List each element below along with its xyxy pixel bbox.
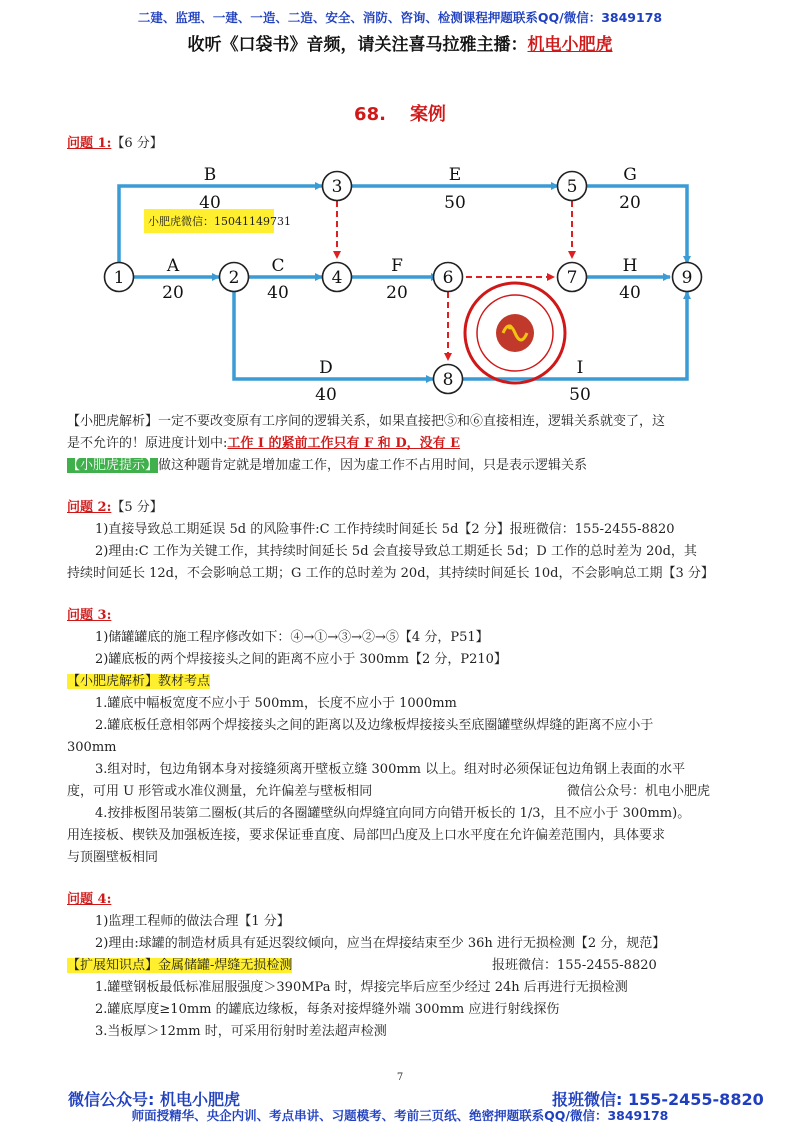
activity-f-name: F <box>391 256 403 276</box>
q1-tip-text: 做这种题肯定就是增加虚工作，因为虚工作不占用时间，只是表示逻辑关系 <box>158 458 588 473</box>
q4-point3: 3.当板厚＞12mm 时，可采用衍射时差法超声检测 <box>95 1024 387 1039</box>
footer-wechat-account: 微信公众号: 机电小肥虎 <box>68 1090 240 1109</box>
arrow-d <box>234 292 433 379</box>
q4-point1: 1.罐壁钢板最低标准屈服强度＞390MPa 时，焊接完毕后应至少经过 24h 后再进行无损检测 <box>95 980 628 995</box>
q4-tag-bracket: 【扩展知识点】 <box>67 958 159 973</box>
activity-c-duration: 40 <box>267 283 289 303</box>
q4-label: 问题 4: <box>67 892 112 907</box>
q3-point2a: 2.罐底板任意相邻两个焊接接头之间的距离以及边缘板焊接接头至底圈罐壁纵焊缝的距离不应小于 <box>95 718 654 733</box>
page-number: 7 <box>396 1072 404 1083</box>
node-label-1: 1 <box>113 268 125 288</box>
activity-d-name: D <box>319 358 333 378</box>
activity-b-duration: 40 <box>199 193 221 213</box>
q3-point3b <box>67 781 747 803</box>
activity-i-name: I <box>576 358 584 378</box>
q3-point3b-text: 度，可用 U 形管或水准仪测量，允许偏差与壁板相同 <box>67 784 373 799</box>
q4-tag <box>67 955 747 977</box>
q3-point2b: 300mm <box>67 740 117 755</box>
q2-line2: 2)理由:C 工作为关键工作，其持续时间延长 5d 会直接导致总工期延长 5d；D 工作的总时差为 20d，其 <box>95 544 697 559</box>
q3-point4a: 4.按排板图吊装第二圈板(其后的各圈罐壁纵向焊缝宜向同方向错开板长的 1/3，且不应小于 300mm)。 <box>95 806 691 821</box>
q3-point3b-right: 微信公众号：机电小肥虎 <box>567 784 711 799</box>
case-title <box>0 100 800 126</box>
q4-line1: 1)监理工程师的做法合理【1 分】 <box>95 914 290 929</box>
activity-g-name: G <box>623 165 637 185</box>
q1-analysis-prefix: 是不允许的！原进度计划中: <box>67 436 228 451</box>
header-contact-line: 二建、监理、一建、一造、二造、安全、消防、咨询、检测课程押题联系QQ/微信：3849178 <box>137 10 663 25</box>
q2-line1: 1)直接导致总工期延误 5d 的风险事件:C 工作持续时间延长 5d【2 分】报班微信：155-2455-8820 <box>95 522 675 537</box>
wechat-label: 小肥虎微信：15041149731 <box>148 215 291 228</box>
q2-score: 【5 分】 <box>111 500 163 515</box>
q4-tag-right: 报班微信：155-2455-8820 <box>492 958 657 973</box>
header-subtitle-prefix: 收听《口袋书》音频，请关注喜马拉雅主播： <box>187 35 528 55</box>
q1-analysis-key: 工作 I 的紧前工作只有 F 和 D，没有 E <box>227 436 461 451</box>
node-label-5: 5 <box>566 177 578 197</box>
q4-point2: 2.罐底厚度≥10mm 的罐底边缘板，每条对接焊缝外端 300mm 应进行射线探伤 <box>95 1002 560 1017</box>
activity-h-duration: 40 <box>619 283 641 303</box>
q3-tag-label <box>67 674 210 689</box>
header-subtitle-link: 机电小肥虎 <box>527 35 613 55</box>
q3-line1: 1)储罐罐底的施工程序修改如下：④→①→③→②→⑤【4 分，P51】 <box>95 630 489 645</box>
node-label-3: 3 <box>331 177 343 197</box>
q3-tag-bracket: 【小肥虎解析】 <box>67 674 159 689</box>
network-diagram <box>90 155 720 405</box>
footer-contact-line: 师面授精华、央企内训、考点串讲、习题模考、考前三页纸、绝密押题联系QQ/微信：3849178 <box>131 1108 669 1123</box>
node-label-6: 6 <box>442 268 454 288</box>
q1-analysis-line1: 【小肥虎解析】一定不要改变原有工序间的逻辑关系，如果直接把⑤和⑥直接相连，逻辑关系就变了，这 <box>67 414 666 429</box>
activity-h-name: H <box>622 256 638 276</box>
q3-point3a: 3.组对时，包边角钢本身对接缝须离开壁板立缝 300mm 以上。组对时必须保证包边角钢上表面的水平 <box>95 762 686 777</box>
stamp-icon <box>465 283 565 383</box>
q1-tip <box>67 455 747 477</box>
node-label-7: 7 <box>566 268 578 288</box>
q3-point4c: 与顶圈壁板相同 <box>67 850 159 865</box>
q1-analysis-line2 <box>67 433 747 455</box>
q3-heading <box>67 605 747 627</box>
q3-point4b: 用连接板、楔铁及加强板连接，要求保证垂直度、局部凹凸度及上口水平度在允许偏差范围内，具体要求 <box>67 828 666 843</box>
q3-label: 问题 3: <box>67 608 112 623</box>
activity-a-name: A <box>166 256 180 276</box>
activity-i-duration: 50 <box>569 385 591 405</box>
activity-a-duration: 20 <box>162 283 184 303</box>
activity-f-duration: 20 <box>386 283 408 303</box>
q2-line3: 持续时间延长 12d，不会影响总工期；G 工作的总时差为 20d，其持续时间延长 10d，不会影响总工期【3 分】 <box>67 566 714 581</box>
node-label-4: 4 <box>331 268 343 288</box>
activity-c-name: C <box>271 256 285 276</box>
activity-b-name: B <box>203 165 217 185</box>
case-title-text: 案例 <box>409 104 446 125</box>
activity-e-duration: 50 <box>444 193 466 213</box>
q2-label: 问题 2: <box>67 500 112 515</box>
activity-g-duration: 20 <box>619 193 641 213</box>
activity-d-duration: 40 <box>315 385 337 405</box>
q3-point1: 1.罐底中幅板宽度不应小于 500mm，长度不应小于 1000mm <box>95 696 457 711</box>
case-number: 68. <box>354 104 386 125</box>
q1-heading <box>67 133 747 155</box>
header-subtitle <box>0 30 800 55</box>
q3-line2: 2)罐底板的两个焊接接头之间的距离不应小于 300mm【2 分，P210】 <box>95 652 507 667</box>
q1-score: 【6 分】 <box>111 136 163 151</box>
q2-heading <box>67 497 747 519</box>
node-label-2: 2 <box>228 268 240 288</box>
q3-tag <box>67 671 747 693</box>
node-label-9: 9 <box>681 268 693 288</box>
q3-tag-text: 教材考点 <box>158 674 211 689</box>
q4-tag-text: 金属储罐-焊缝无损检测 <box>158 958 293 973</box>
q4-heading <box>67 889 747 911</box>
activity-e-name: E <box>448 165 462 185</box>
q1-tip-label: 【小肥虎提示】 <box>67 458 159 473</box>
q1-label: 问题 1: <box>67 136 112 151</box>
node-label-8: 8 <box>442 370 454 390</box>
q4-line2: 2)理由:球罐的制造材质具有延迟裂纹倾向，应当在焊接结束至少 36h 进行无损检测【2 分，规范】 <box>95 936 666 951</box>
footer-signup-wechat: 报班微信: 155-2455-8820 <box>552 1090 764 1109</box>
q4-tag-label <box>67 958 292 973</box>
